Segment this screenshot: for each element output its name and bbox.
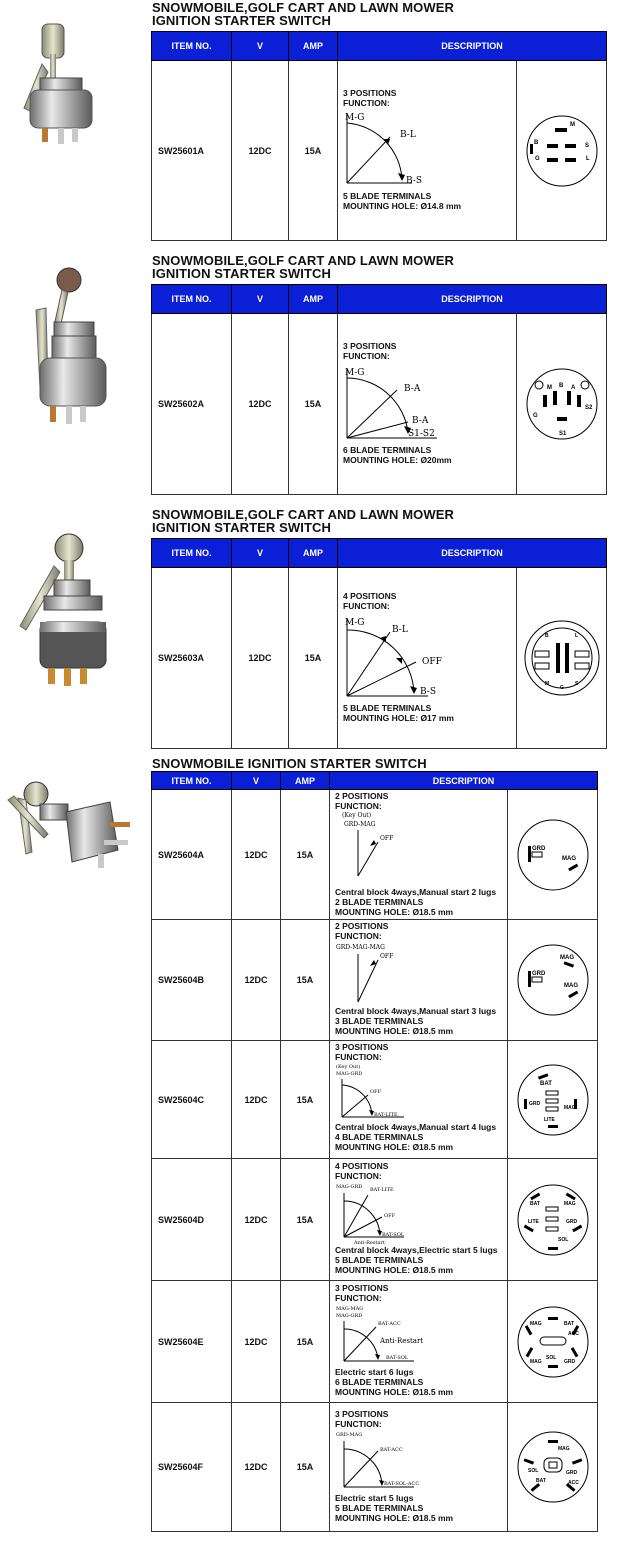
pin-label: GRD [563, 1358, 575, 1365]
terminals: 6 BLADE TERMINALS [335, 1377, 424, 1387]
amperage: 15A [281, 1281, 330, 1403]
function-label-maggrd: MAG-GRD [336, 1313, 363, 1319]
pin-label: MAG [529, 1358, 542, 1365]
pin-label: S1 [558, 431, 566, 437]
pin-label: M [569, 121, 575, 128]
amperage: 15A [281, 790, 330, 920]
function-label-s1s2: S1-S2 [408, 429, 435, 439]
header-item: ITEM NO. [152, 285, 232, 314]
pin-label: MAG [561, 855, 576, 862]
pin-label: GRD [531, 845, 545, 852]
pin-label: SOL [545, 1354, 556, 1361]
function-label-off: OFF [370, 1089, 382, 1095]
pin-label: SOL [527, 1468, 538, 1474]
mounting-hole: MOUNTING HOLE: Ø18.5 mm [335, 1026, 454, 1036]
terminals: 5 BLADE TERMINALS [335, 1255, 424, 1265]
function-label-ba: B-A [404, 384, 421, 394]
amperage: 15A [281, 1403, 330, 1532]
table-row [152, 1403, 598, 1532]
header-description: DESCRIPTION [338, 32, 607, 61]
section-title: SNOWMOBILE,GOLF CART AND LAWN MOWER IGNITION STARTER SWITCH [152, 0, 454, 28]
note: Electric start 6 lugs [335, 1367, 414, 1377]
positions: 4 POSITIONS [343, 591, 397, 601]
pin-label: M [546, 385, 552, 391]
terminal-diagram [523, 619, 601, 697]
function-label: FUNCTION: [343, 351, 390, 361]
function-label-batsol: BAT-SOL [382, 1232, 405, 1238]
pin-label: MAG [557, 1446, 570, 1452]
pin-label: A [570, 385, 575, 391]
header-v: V [232, 772, 281, 790]
function-label: FUNCTION: [335, 1171, 382, 1181]
function-label-mg: M-G [345, 113, 365, 123]
header-item: ITEM NO. [152, 539, 232, 568]
switch-photo [14, 530, 116, 690]
mounting-hole: MOUNTING HOLE: Ø18.5 mm [335, 1142, 454, 1152]
product-table [151, 771, 598, 1532]
header-item: ITEM NO. [152, 32, 232, 61]
terminals: 5 BLADE TERMINALS [335, 1503, 424, 1513]
positions: 3 POSITIONS [335, 1042, 389, 1052]
terminal-diagram [516, 1063, 590, 1137]
function-diagram [334, 1181, 434, 1245]
terminal-diagram [525, 114, 599, 188]
table-row [152, 314, 607, 495]
positions: 3 POSITIONS [343, 88, 397, 98]
pin-label: MAG [563, 1104, 576, 1111]
function-label-batacc: BAT-ACC [380, 1447, 403, 1453]
amperage: 15A [281, 1041, 330, 1159]
pin-label: BAT [563, 1320, 574, 1327]
pin-label: LITE [543, 1116, 555, 1123]
mounting-hole: MOUNTING HOLE: Ø18.5 mm [335, 1387, 454, 1397]
function-label-grdmagmag: GRD-MAG-MAG [336, 944, 385, 951]
switch-photo [14, 266, 114, 428]
pin-label: M [544, 681, 549, 687]
positions: 3 POSITIONS [343, 341, 397, 351]
note: Central block 4ways,Manual start 2 lugs [335, 887, 497, 897]
item-number: SW25604B [152, 920, 232, 1041]
function-label: FUNCTION: [343, 601, 390, 611]
function-label: FUNCTION: [335, 1052, 382, 1062]
product-table [151, 538, 607, 749]
pin-label: G [532, 413, 538, 419]
pin-label: L [574, 633, 578, 639]
function-label-antirestart: Anti-Restart [354, 1240, 385, 1245]
amperage: 15A [281, 920, 330, 1041]
section-title: SNOWMOBILE IGNITION STARTER SWITCH [152, 756, 427, 771]
pin-label: B [558, 383, 563, 389]
section-title: SNOWMOBILE,GOLF CART AND LAWN MOWER IGNITION STARTER SWITCH [152, 253, 454, 281]
voltage: 12DC [232, 1041, 281, 1159]
function-diagram [334, 940, 434, 1006]
item-number: SW25604E [152, 1281, 232, 1403]
pin-label: S2 [584, 405, 592, 411]
pin-label: GRD [565, 1218, 577, 1225]
function-label: FUNCTION: [335, 801, 382, 811]
function-label-grdmag: GRD-MAG [336, 1432, 363, 1438]
amperage: 15A [289, 61, 338, 241]
header-amp: AMP [289, 32, 338, 61]
product-table [151, 31, 607, 241]
function-diagram [342, 362, 452, 444]
pin-label: MAG [529, 1320, 542, 1327]
pin-label: S [574, 681, 578, 687]
pin-label: BAT [535, 1478, 546, 1484]
function-label-batsol: BAT-SOL [386, 1355, 409, 1361]
switch-photo [0, 778, 135, 878]
amperage: 15A [289, 568, 338, 749]
function-label-ba2: B-A [412, 416, 429, 426]
function-diagram [334, 1429, 444, 1491]
function-label: FUNCTION: [343, 98, 390, 108]
function-label-mg: M-G [345, 618, 365, 628]
header-amp: AMP [289, 285, 338, 314]
note: Electric start 5 lugs [335, 1493, 414, 1503]
item-number: SW25604F [152, 1403, 232, 1532]
function-label-bs: B-S [406, 176, 422, 186]
pin-label: GRD [565, 1470, 577, 1476]
pin-label: GRD [528, 1100, 540, 1107]
item-number: SW25601A [152, 61, 232, 241]
function-label-off: OFF [380, 835, 394, 842]
mounting-hole: MOUNTING HOLE: Ø20mm [343, 455, 452, 465]
pin-label: G [559, 685, 564, 691]
positions: 2 POSITIONS [335, 921, 389, 931]
function-label-batsolacc: BAT-SOL-ACC [384, 1481, 420, 1487]
table-row [152, 1159, 598, 1281]
item-number: SW25604D [152, 1159, 232, 1281]
pin-label: SOL [557, 1236, 568, 1243]
function-diagram [342, 612, 454, 702]
terminals: 2 BLADE TERMINALS [335, 897, 424, 907]
switch-photo [14, 16, 109, 151]
voltage: 12DC [232, 1281, 281, 1403]
function-diagram [334, 1303, 444, 1365]
function-label-batlite: BAT-LITE [374, 1112, 398, 1118]
voltage: 12DC [232, 1403, 281, 1532]
header-v: V [232, 32, 289, 61]
voltage: 12DC [232, 1159, 281, 1281]
table-row [152, 1281, 598, 1403]
header-v: V [232, 539, 289, 568]
positions: 3 POSITIONS [335, 1283, 389, 1293]
table-row [152, 1041, 598, 1159]
voltage: 12DC [232, 568, 289, 749]
section-title: SNOWMOBILE,GOLF CART AND LAWN MOWER IGNITION STARTER SWITCH [152, 507, 454, 535]
header-v: V [232, 285, 289, 314]
function-label-maggrd: MAG-GRD [336, 1071, 363, 1077]
pin-label: MAG [559, 955, 574, 961]
pin-label: B [533, 139, 538, 146]
function-label-maggrd: MAG-GRD [336, 1184, 363, 1190]
table-row [152, 61, 607, 241]
function-label-batlite: BAT-LITE [370, 1187, 394, 1193]
function-diagram [342, 109, 452, 189]
pin-label: ACC [567, 1330, 579, 1337]
note: Central block 4ways,Manual start 4 lugs [335, 1122, 497, 1132]
header-amp: AMP [289, 539, 338, 568]
amperage: 15A [281, 1159, 330, 1281]
header-item: ITEM NO. [152, 772, 232, 790]
mounting-hole: MOUNTING HOLE: Ø18.5 mm [335, 907, 454, 917]
pin-label: G [534, 155, 540, 162]
function-label-batacc: BAT-ACC [378, 1321, 401, 1327]
function-label-bl: B-L [400, 130, 416, 140]
positions: 2 POSITIONS [335, 791, 389, 801]
pin-label: S [584, 142, 589, 149]
table-row [152, 920, 598, 1041]
terminals: 3 BLADE TERMINALS [335, 1016, 424, 1026]
pin-label: ACC [567, 1480, 579, 1486]
header-description: DESCRIPTION [330, 772, 598, 790]
pin-label: LITE [527, 1218, 539, 1225]
function-label-off: OFF [380, 953, 394, 960]
item-number: SW25603A [152, 568, 232, 749]
item-number: SW25602A [152, 314, 232, 495]
header-amp: AMP [281, 772, 330, 790]
terminals: 6 BLADE TERMINALS [343, 445, 432, 455]
mounting-hole: MOUNTING HOLE: Ø17 mm [343, 713, 454, 723]
function-label-mg: M-G [345, 368, 365, 378]
note: Central block 4ways,Electric start 5 lugs [335, 1245, 498, 1255]
function-label-keyout: (Key Out) [342, 812, 372, 819]
note: Central block 4ways,Manual start 3 lugs [335, 1006, 497, 1016]
function-diagram [334, 1061, 434, 1121]
amperage: 15A [289, 314, 338, 495]
function-label: FUNCTION: [335, 1293, 382, 1303]
item-number: SW25604C [152, 1041, 232, 1159]
terminals: 4 BLADE TERMINALS [335, 1132, 424, 1142]
pin-label: BAT [529, 1200, 540, 1207]
header-description: DESCRIPTION [338, 539, 607, 568]
voltage: 12DC [232, 314, 289, 495]
pin-label: GRD [531, 971, 545, 977]
function-diagram [334, 810, 434, 880]
function-label-bs: B-S [420, 687, 436, 697]
function-label: FUNCTION: [335, 1419, 382, 1429]
pin-label: L [585, 155, 590, 162]
terminal-diagram [516, 943, 590, 1017]
voltage: 12DC [232, 61, 289, 241]
terminal-diagram [516, 818, 590, 892]
item-number: SW25604A [152, 790, 232, 920]
function-label-keyout: (Key Out) [336, 1064, 361, 1070]
pin-label: B [544, 633, 549, 639]
mounting-hole: MOUNTING HOLE: Ø14.8 mm [343, 201, 462, 211]
terminals: 5 BLADE TERMINALS [343, 191, 432, 201]
function-label-magmag: MAG-MAG [336, 1306, 364, 1312]
header-description: DESCRIPTION [338, 285, 607, 314]
terminal-diagram [516, 1430, 590, 1504]
positions: 4 POSITIONS [335, 1161, 389, 1171]
function-label-bl: B-L [392, 625, 408, 635]
terminals: 5 BLADE TERMINALS [343, 703, 432, 713]
product-table [151, 284, 607, 495]
voltage: 12DC [232, 790, 281, 920]
terminal-diagram [516, 1305, 590, 1379]
table-row [152, 790, 598, 920]
mounting-hole: MOUNTING HOLE: Ø18.5 mm [335, 1513, 454, 1523]
terminal-diagram [525, 367, 599, 441]
pin-label: MAG [563, 1200, 576, 1207]
pin-label: BAT [539, 1080, 552, 1087]
positions: 3 POSITIONS [335, 1409, 389, 1419]
function-label-off: OFF [384, 1213, 396, 1219]
function-label-off: OFF [422, 657, 442, 667]
function-label-antirestart: Anti-Restart [380, 1337, 424, 1345]
voltage: 12DC [232, 920, 281, 1041]
terminal-diagram [516, 1183, 590, 1257]
function-label-grdmag: GRD-MAG [344, 821, 376, 828]
mounting-hole: MOUNTING HOLE: Ø18.5 mm [335, 1265, 454, 1275]
pin-label: MAG [563, 983, 578, 989]
function-label: FUNCTION: [335, 931, 382, 941]
table-row [152, 568, 607, 749]
